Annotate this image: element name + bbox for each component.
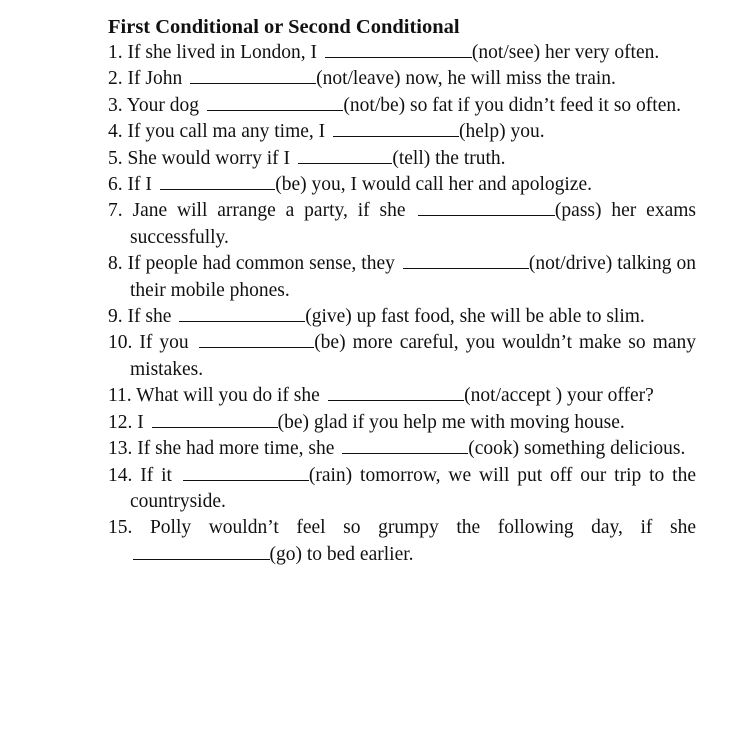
answer-blank[interactable] <box>207 93 344 111</box>
answer-blank[interactable] <box>298 146 393 164</box>
exercise-text-before: 4. If you call ma any time, I <box>108 121 331 143</box>
exercise-item <box>108 383 696 409</box>
worksheet <box>108 14 696 568</box>
exercise-text-before: 11. What will you do if she <box>108 385 325 407</box>
exercise-text-after: (give) up fast food, she will be able to slim. <box>305 306 645 328</box>
exercise-text-after: (pass) her exams successfully. <box>130 200 696 248</box>
answer-blank[interactable] <box>133 542 270 560</box>
answer-blank[interactable] <box>160 172 276 190</box>
worksheet-title: First Conditional or Second Conditional <box>108 16 460 38</box>
exercise-text-after: (not/leave) now, he will miss the train. <box>316 68 616 90</box>
exercise-text-before: 15. Polly wouldn’t feel so grumpy the following day, if she <box>108 517 696 539</box>
exercise-item <box>108 463 696 516</box>
exercise-text-after: (be) you, I would call her and apologize. <box>275 174 592 196</box>
exercise-text-before: 8. If people had common sense, they <box>108 253 400 275</box>
answer-blank[interactable] <box>333 119 459 137</box>
exercise-item <box>108 198 696 251</box>
exercise-text-after: (go) to bed earlier. <box>269 543 414 565</box>
exercise-text-before: 1. If she lived in London, I <box>108 42 322 63</box>
exercise-text-after: (not/accept ) your offer? <box>464 385 654 407</box>
answer-blank[interactable] <box>403 251 529 269</box>
exercise-item <box>108 410 696 436</box>
exercise-text-after: (be) glad if you help me with moving house. <box>277 411 625 433</box>
answer-blank[interactable] <box>199 330 315 348</box>
exercise-item <box>108 40 696 66</box>
exercise-item <box>108 93 696 119</box>
answer-blank[interactable] <box>325 40 472 58</box>
exercise-text-before: 14. If it <box>108 464 180 486</box>
exercise-text-after: (not/be) so fat if you didn’t feed it so often. <box>343 94 681 116</box>
exercise-text-after: (not/see) her very often. <box>471 42 660 63</box>
answer-blank[interactable] <box>179 304 305 322</box>
exercise-text-before: 12. I <box>108 411 149 433</box>
exercise-list <box>108 40 696 568</box>
exercise-text-after: (not/drive) talking on their mobile phones. <box>130 253 696 301</box>
exercise-text-after: (cook) something delicious. <box>468 438 686 460</box>
exercise-text-after: (rain) tomorrow, we will put off our trip to the countryside. <box>130 464 696 512</box>
exercise-item <box>108 172 696 198</box>
exercise-text-after: (be) more careful, you wouldn’t make so many mistakes. <box>130 332 696 380</box>
exercise-text-before: 6. If I <box>108 174 157 196</box>
exercise-text-before: 13. If she had more time, she <box>108 438 340 460</box>
exercise-text-after: (help) you. <box>459 121 545 143</box>
exercise-item <box>108 66 696 92</box>
exercise-item <box>108 146 696 172</box>
answer-blank[interactable] <box>152 410 278 428</box>
answer-blank[interactable] <box>328 383 465 401</box>
exercise-item <box>108 515 696 568</box>
answer-blank[interactable] <box>190 66 316 84</box>
answer-blank[interactable] <box>342 436 468 454</box>
exercise-text-before: 3. Your dog <box>108 94 204 116</box>
exercise-text-before: 5. She would worry if I <box>108 147 295 169</box>
exercise-text-before: 7. Jane will arrange a party, if she <box>108 200 416 222</box>
exercise-text-before: 10. If you <box>108 332 196 354</box>
answer-blank[interactable] <box>418 198 555 216</box>
exercise-item <box>108 436 696 462</box>
exercise-item <box>108 304 696 330</box>
exercise-item <box>108 251 696 304</box>
exercise-text-before: 2. If John <box>108 68 188 90</box>
exercise-text-before: 9. If she <box>108 306 177 328</box>
answer-blank[interactable] <box>183 463 309 481</box>
exercise-text-after: (tell) the truth. <box>392 147 506 169</box>
exercise-item <box>108 119 696 145</box>
exercise-item <box>108 330 696 383</box>
